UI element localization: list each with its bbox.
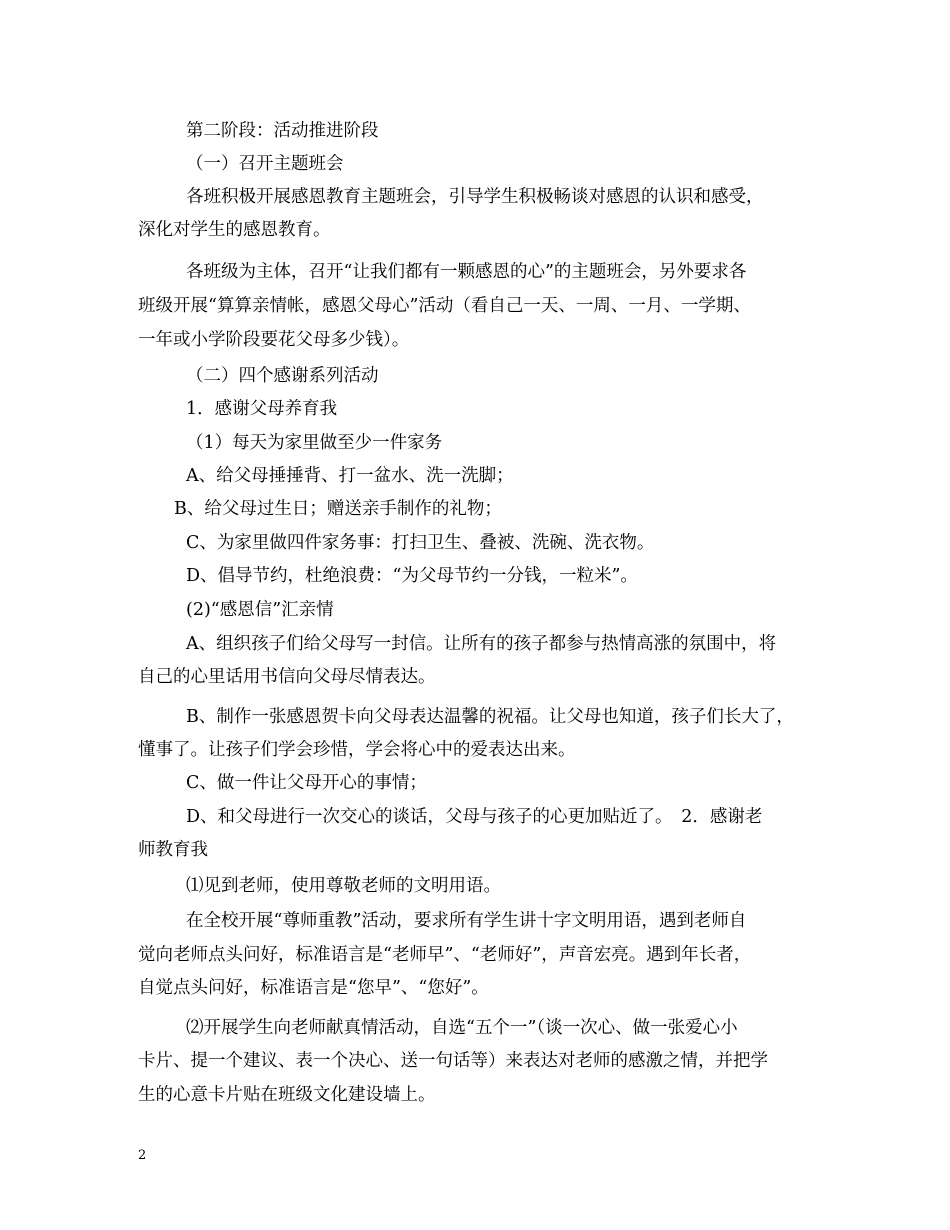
paragraph-line: 各班积极开展感恩教育主题班会，引导学生积极畅谈对感恩的认识和感受，	[186, 187, 764, 207]
paragraph-line: 深化对学生的感恩教育。	[138, 220, 331, 240]
paragraph-line: 在全校开展“尊师重教”活动，要求所有学生讲十字文明用语，遇到老师自	[186, 911, 747, 931]
paragraph-line: 师教育我	[138, 840, 208, 860]
list-item-a: A、给父母捶捶背、打一盆水、洗一洗脚；	[186, 466, 514, 486]
item-subheading-greet-teachers: ⑴见到老师，使用尊敬老师的文明用语。	[186, 876, 501, 896]
page-number: 2	[138, 1148, 147, 1163]
paragraph-line: 一年或小学阶段要花父母多少钱）。	[138, 330, 410, 350]
list-item-b: B、给父母过生日；赠送亲手制作的礼物；	[174, 499, 502, 519]
paragraph-line: 卡片、提一个建议、表一个决心、送一句话等）来表达对老师的感激之情，并把学	[138, 1051, 768, 1071]
item-heading-thank-parents: 1．感谢父母养育我	[186, 399, 338, 419]
paragraph-line: 自觉点头问好，标准语言是“您早”、“您好”。	[138, 978, 489, 998]
paragraph-line: 班级开展“算算亲情帐，感恩父母心”活动（看自己一天、一周、一月、一学期、	[138, 296, 751, 316]
paragraph-line: ⑵开展学生向老师献真情活动，自选“五个一”（谈一次心、做一张爱心小	[186, 1018, 738, 1038]
paragraph-line: A、组织孩子们给父母写一封信。让所有的孩子都参与热情高涨的氛围中，将	[186, 634, 777, 654]
list-item-d: D、倡导节约，杜绝浪费：“为父母节约一分钱，一粒米”。	[186, 566, 638, 586]
item-subheading-gratitude-letter: (2)“感恩信”汇亲情	[186, 600, 334, 620]
item-subheading-housework: （1）每天为家里做至少一件家务	[186, 433, 443, 453]
subsection-heading-class-meeting: （一）召开主题班会	[186, 154, 344, 174]
paragraph-line: B、制作一张感恩贺卡向父母表达温馨的祝福。让父母也知道，孩子们长大了，	[186, 707, 794, 727]
section-heading-stage-two: 第二阶段：活动推进阶段	[186, 121, 379, 141]
list-item-c: C、为家里做四件家务事：打扫卫生、叠被、洗碗、洗衣物。	[186, 533, 655, 553]
subsection-heading-four-thanks: （二）四个感谢系列活动	[186, 366, 379, 386]
paragraph-line: 懂事了。让孩子们学会珍惜，学会将心中的爱表达出来。	[138, 740, 576, 760]
paragraph-line: 生的心意卡片贴在班级文化建设墙上。	[138, 1085, 436, 1105]
paragraph-line: D、和父母进行一次交心的谈话，父母与孩子的心更加贴近了。 2．感谢老	[186, 807, 763, 827]
paragraph-line: 觉向老师点头问好，标准语言是“老师早”、“老师好”，声音宏亮。遇到年长者，	[138, 945, 752, 965]
paragraph-line: 各班级为主体，召开“让我们都有一颗感恩的心”的主题班会，另外要求各	[186, 262, 747, 282]
paragraph-line: 自己的心里话用书信向父母尽情表达。	[138, 667, 436, 687]
paragraph-line: C、做一件让父母开心的事情；	[186, 773, 427, 793]
